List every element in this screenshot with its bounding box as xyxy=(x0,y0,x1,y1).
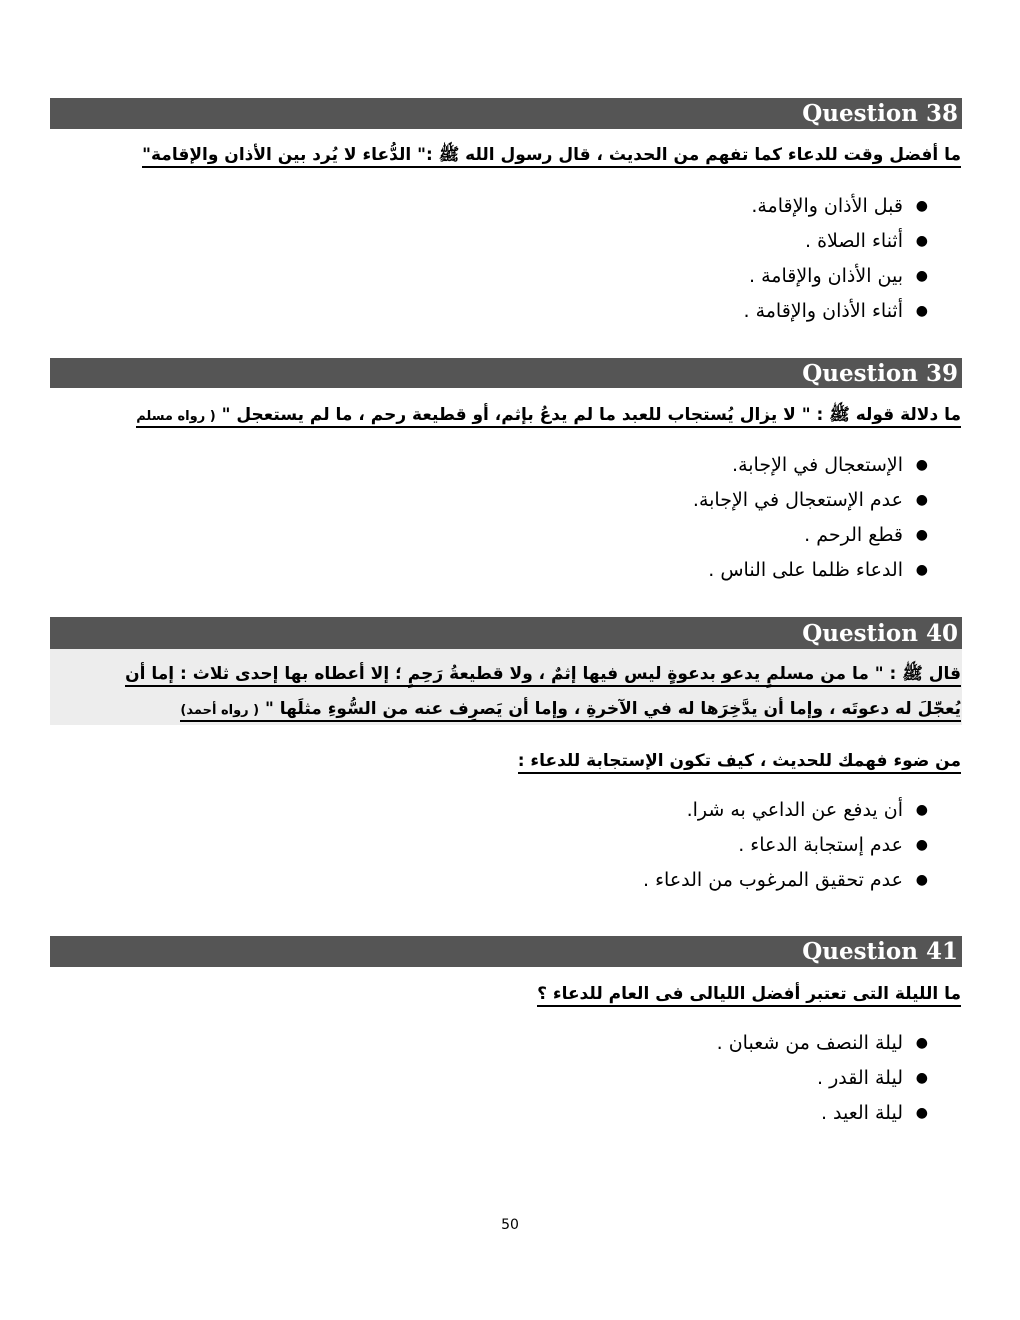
question-38-prompt: ما أفضل وقت للدعاء كما تفهم من الحديث ، قال رسول الله ﷺ :" الدُّعاء لا يُرد بين الأذان والإقامة" xyxy=(142,145,961,168)
option[interactable]: ● ليلة النصف من شعبان . xyxy=(50,1026,903,1061)
bullet-icon: ● xyxy=(915,233,928,249)
hadith-source: ( رواه مسلم xyxy=(136,409,216,424)
option[interactable]: ● قطع الرحم . xyxy=(50,518,903,553)
question-41-text xyxy=(50,984,961,1004)
option[interactable]: ● بين الأذان والإقامة . xyxy=(50,259,903,294)
option[interactable]: ● أثناء الصلاة . xyxy=(50,224,903,259)
option[interactable]: ● ليلة العيد . xyxy=(50,1096,903,1131)
question-38-options xyxy=(50,189,928,329)
question-39-prompt: ما دلالة قوله ﷺ : " لا يزال يُستجاب للعبد ما لم يدعُ بإثم، أو قطيعة رحم ، ما لم يستعجل " ( رواه مسلم xyxy=(136,405,961,428)
option[interactable]: ● أن يدفع عن الداعي به شرا. xyxy=(50,793,903,828)
page-number: 50 xyxy=(501,1217,519,1233)
bullet-icon: ● xyxy=(915,1105,928,1121)
option[interactable]: ● الإستعجال في الإجابة. xyxy=(50,448,903,483)
hadith-line-1: قال ﷺ : " ما من مسلمٍ يدعو بدعوةٍ ليس فيها إثمٌ ، ولا قطيعةُ رَحِمٍ ؛ إلا أعطاه بها إحدى ثلاث : إما أن xyxy=(50,663,961,688)
question-41-prompt: ما الليلة التى تعتبر أفضل الليالى فى العام للدعاء ؟ xyxy=(537,984,961,1007)
question-38-header: Question 38 xyxy=(50,98,962,129)
question-39-header: Question 39 xyxy=(50,358,962,388)
bullet-icon: ● xyxy=(915,1070,928,1086)
option[interactable]: ● أثناء الأذان والإقامة . xyxy=(50,294,903,329)
bullet-icon: ● xyxy=(915,492,928,508)
question-39-options xyxy=(50,448,928,588)
question-40-prompt: من ضوء فهمك للحديث ، كيف تكون الإستجابة للدعاء : xyxy=(518,751,961,774)
bullet-icon: ● xyxy=(915,198,928,214)
bullet-icon: ● xyxy=(915,1035,928,1051)
question-39-text xyxy=(50,404,961,429)
question-40-text xyxy=(50,751,961,771)
option[interactable]: ● ليلة القدر . xyxy=(50,1061,903,1096)
question-41-header: Question 41 xyxy=(50,936,962,967)
option[interactable]: ● عدم الإستعجال في الإجابة. xyxy=(50,483,903,518)
hadith-source: ( رواه أحمد) xyxy=(180,703,260,718)
hadith-line-2: يُعجّلَ له دعوتَه ، وإما أن يدَّخِرَها له في الآخرةِ ، وإما أن يَصرِف عنه من السُّوءِ مثلَها " ( رواه أحمد) xyxy=(50,699,961,719)
bullet-icon: ● xyxy=(915,303,928,319)
bullet-icon: ● xyxy=(915,457,928,473)
bullet-icon: ● xyxy=(915,562,928,578)
option[interactable]: ● قبل الأذان والإقامة. xyxy=(50,189,903,224)
bullet-icon: ● xyxy=(915,268,928,284)
question-38-text xyxy=(50,144,961,169)
question-40-header: Question 40 xyxy=(50,617,962,649)
option[interactable]: ● الدعاء ظلما على الناس . xyxy=(50,553,903,588)
option[interactable]: ● عدم تحقيق المرغوب من الدعاء . xyxy=(50,863,903,898)
option[interactable]: ● عدم إستجابة الدعاء . xyxy=(50,828,903,863)
bullet-icon: ● xyxy=(915,837,928,853)
question-41-options xyxy=(50,1026,928,1131)
bullet-icon: ● xyxy=(915,527,928,543)
bullet-icon: ● xyxy=(915,872,928,888)
question-40-options xyxy=(50,793,928,898)
bullet-icon: ● xyxy=(915,802,928,818)
